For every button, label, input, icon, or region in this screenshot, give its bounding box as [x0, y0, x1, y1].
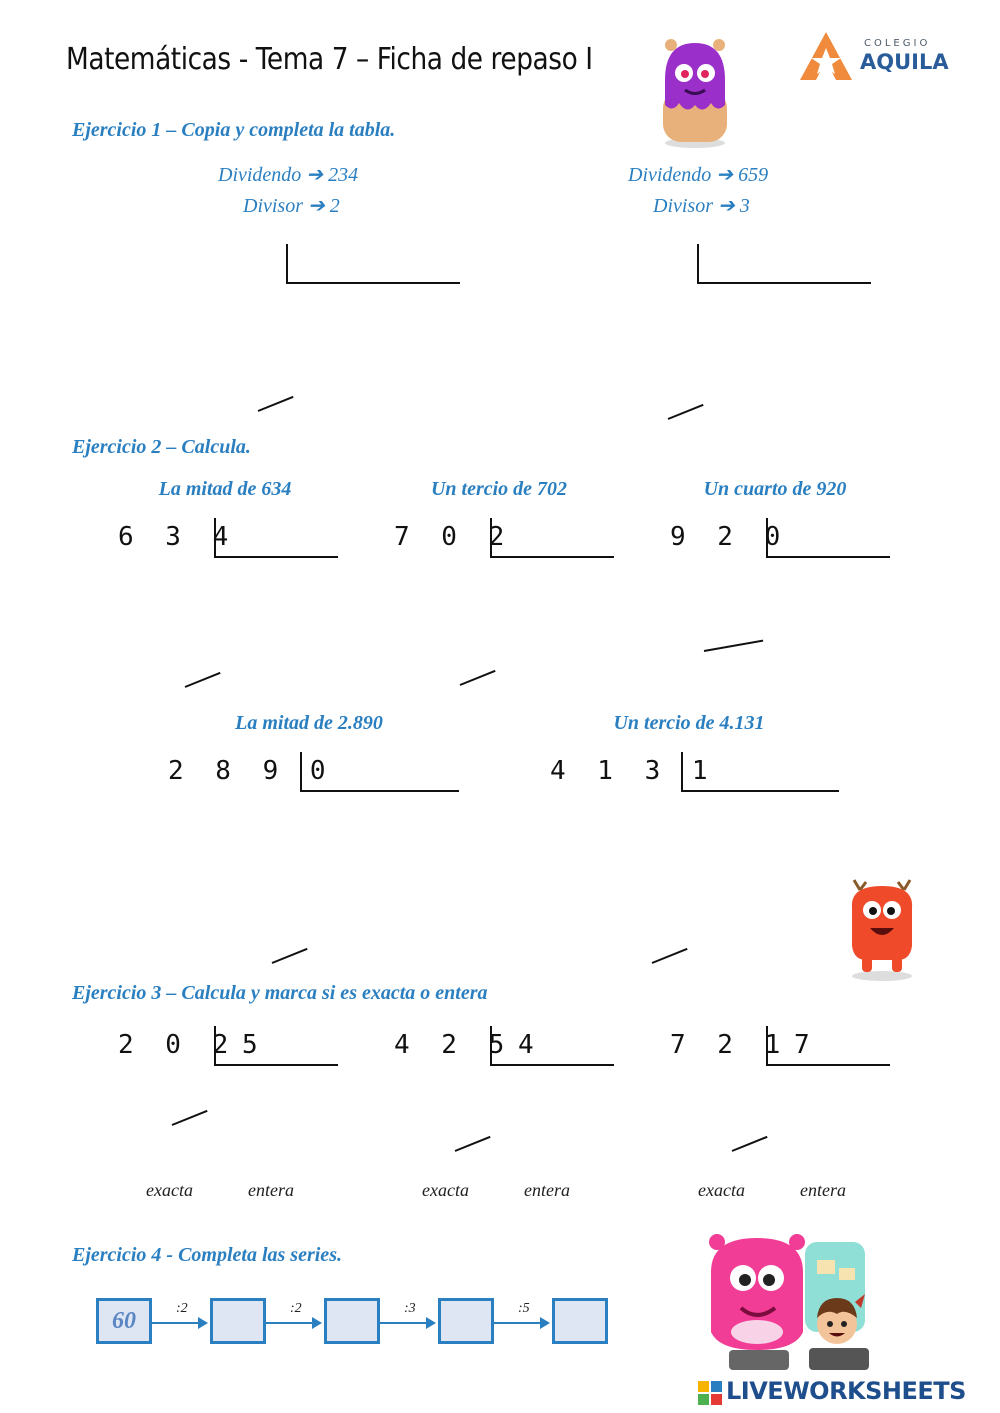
ex2-bracket-5	[681, 752, 839, 792]
ex4-heading: Ejercicio 4 - Completa las series.	[72, 1244, 342, 1266]
ex2-bracket-4	[300, 752, 459, 792]
series-op-4: :5	[518, 1301, 530, 1316]
orange-monster-illustration	[840, 868, 925, 983]
logo-big-text: AQUILA	[860, 50, 949, 74]
ex3-heading: Ejercicio 3 – Calcula y marca si es exacta o entera	[72, 982, 488, 1004]
series-op-3: :3	[404, 1301, 416, 1316]
arrow-head-icon	[540, 1317, 550, 1329]
ex1a-division-bracket	[286, 244, 460, 284]
ex1b-dividend: Dividendo ➔ 659	[628, 164, 769, 186]
liveworksheets-logo-icon	[698, 1381, 722, 1405]
ex1b-remainder-mark	[668, 404, 704, 420]
ex2-remainder-mark-5	[652, 948, 688, 964]
ex2-remainder-mark-3	[704, 640, 763, 652]
ex3-remainder-mark-2	[455, 1136, 491, 1152]
ex1a-divisor: Divisor ➔ 2	[243, 195, 340, 217]
ex2-label-1: La mitad de 634	[158, 478, 292, 500]
ex3-option-exacta-2[interactable]: exacta	[422, 1180, 469, 1200]
ex2-label-4: La mitad de 2.890	[235, 712, 383, 734]
ex3-dividend-1: 2 0 2	[118, 1030, 237, 1060]
ex3-option-entera-1[interactable]: entera	[248, 1180, 294, 1200]
liveworksheets-brand	[698, 1377, 994, 1409]
ex1b-division-bracket	[697, 244, 871, 284]
ex2-remainder-mark-4	[272, 948, 308, 964]
arrow-head-icon	[198, 1317, 208, 1329]
ex2-dividend-2: 7 0 2	[394, 522, 513, 552]
series-arrow-1	[152, 1322, 200, 1324]
ex2-label-2: Un tercio de 702	[430, 478, 568, 500]
series-arrow-3	[380, 1322, 428, 1324]
ex1b-divisor: Divisor ➔ 3	[653, 195, 750, 217]
series-op-1: :2	[176, 1301, 188, 1316]
ex3-option-exacta-1[interactable]: exacta	[146, 1180, 193, 1200]
series-answer-box-2[interactable]	[324, 1298, 380, 1344]
ex2-label-5: Un tercio de 4.131	[613, 712, 765, 734]
logo-small-text: COLEGIO	[864, 38, 931, 49]
ex2-bracket-2	[490, 518, 614, 558]
page-title: Matemáticas - Tema 7 – Ficha de repaso I	[66, 42, 593, 77]
ex2-heading: Ejercicio 2 – Calcula.	[72, 436, 251, 458]
school-logo	[798, 30, 948, 82]
ex3-bracket-3	[766, 1026, 890, 1066]
ex3-dividend-2: 4 2 5	[394, 1030, 513, 1060]
ex2-dividend-5: 4 1 3 1	[550, 756, 716, 786]
series-answer-box-1[interactable]	[210, 1298, 266, 1344]
ex2-dividend-3: 9 2 0	[670, 522, 789, 552]
series-answer-box-4[interactable]	[552, 1298, 608, 1344]
ex2-dividend-1: 6 3 4	[118, 522, 237, 552]
ex3-bracket-1	[214, 1026, 338, 1066]
arrow-head-icon	[312, 1317, 322, 1329]
ex2-bracket-3	[766, 518, 890, 558]
monsters-illustration	[705, 1232, 875, 1377]
ex2-bracket-1	[214, 518, 338, 558]
ex3-option-entera-2[interactable]: entera	[524, 1180, 570, 1200]
ex1a-remainder-mark	[258, 396, 294, 412]
series-arrow-4	[494, 1322, 542, 1324]
brand-name: LIVEWORKSHEETS	[726, 1377, 966, 1405]
ex2-remainder-mark-2	[460, 670, 496, 686]
series-op-2: :2	[290, 1301, 302, 1316]
ex3-divisor-3: 7	[794, 1030, 818, 1060]
ex3-bracket-2	[490, 1026, 614, 1066]
series-arrow-2	[266, 1322, 314, 1324]
series-start-box: 60	[96, 1298, 152, 1344]
ex1-heading: Ejercicio 1 – Copia y completa la tabla.	[72, 119, 396, 141]
series-answer-box-3[interactable]	[438, 1298, 494, 1344]
ex3-divisor-1: 5	[242, 1030, 266, 1060]
ex3-dividend-3: 7 2 1	[670, 1030, 789, 1060]
ex2-label-3: Un cuarto de 920	[703, 478, 847, 500]
ex3-divisor-2: 4	[518, 1030, 542, 1060]
ex3-option-exacta-3[interactable]: exacta	[698, 1180, 745, 1200]
ex1a-dividend: Dividendo ➔ 234	[218, 164, 359, 186]
ex3-remainder-mark-3	[732, 1136, 768, 1152]
star-logo-icon	[798, 30, 854, 82]
purple-monster-illustration	[655, 35, 735, 150]
ex3-remainder-mark-1	[172, 1110, 208, 1126]
ex2-remainder-mark-1	[185, 672, 221, 688]
ex2-dividend-4: 2 8 9 0	[168, 756, 334, 786]
ex3-option-entera-3[interactable]: entera	[800, 1180, 846, 1200]
arrow-head-icon	[426, 1317, 436, 1329]
